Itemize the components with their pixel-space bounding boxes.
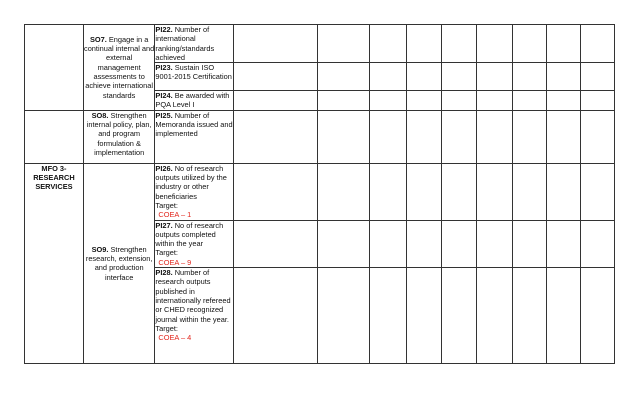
data-cell xyxy=(512,63,546,91)
data-cell xyxy=(234,220,318,267)
so8-code: SO8. xyxy=(91,110,109,120)
data-cell xyxy=(442,220,477,267)
data-cell xyxy=(442,63,477,91)
data-cell xyxy=(581,91,615,111)
pi26-code: PI26. xyxy=(155,163,173,173)
data-cell xyxy=(581,110,615,163)
data-cell xyxy=(512,268,546,364)
data-cell xyxy=(369,63,406,91)
data-cell xyxy=(369,268,406,364)
data-cell xyxy=(546,220,581,267)
performance-indicator-pi26 xyxy=(155,163,234,220)
pi22-code: PI22. xyxy=(155,25,173,34)
data-cell xyxy=(442,110,477,163)
data-cell xyxy=(234,268,318,364)
pi24-code: PI24. xyxy=(155,91,173,101)
pi26-text: No of research outputs utilized by the industry or other beneficiaries xyxy=(155,163,227,201)
performance-indicator-pi23 xyxy=(155,63,234,91)
pi28-target-value: COEA – 4 xyxy=(158,333,192,343)
data-cell xyxy=(442,163,477,220)
performance-indicator-pi22 xyxy=(155,25,234,63)
data-cell xyxy=(406,220,442,267)
so9-text: Strengthen research, extension, and production interface xyxy=(85,244,153,282)
pi27-target-label: Target: xyxy=(155,248,178,258)
data-cell xyxy=(234,63,318,91)
performance-indicator-pi28 xyxy=(155,268,234,364)
so7-code: SO7. xyxy=(89,34,107,44)
data-cell xyxy=(512,220,546,267)
data-cell xyxy=(369,163,406,220)
pi28-code: PI28. xyxy=(155,268,173,278)
data-cell xyxy=(406,110,442,163)
so9-code: SO9. xyxy=(91,244,109,254)
data-cell xyxy=(318,25,370,63)
data-cell xyxy=(581,63,615,91)
data-cell xyxy=(234,91,318,111)
data-cell xyxy=(318,110,370,163)
data-cell xyxy=(442,25,477,63)
data-cell xyxy=(406,91,442,111)
data-cell xyxy=(369,91,406,111)
performance-indicator-table xyxy=(24,24,615,364)
data-cell xyxy=(546,25,581,63)
data-cell xyxy=(369,25,406,63)
pi27-target-value: COEA – 9 xyxy=(158,257,192,267)
performance-indicator-pi24 xyxy=(155,91,234,111)
data-cell xyxy=(234,25,318,63)
data-cell xyxy=(234,163,318,220)
strategic-objective-so9 xyxy=(83,163,155,363)
strategic-objective-so8 xyxy=(83,110,155,163)
data-cell xyxy=(581,25,615,63)
data-cell xyxy=(318,63,370,91)
data-cell xyxy=(546,163,581,220)
pi22-text: Number of international ranking/standards achieved xyxy=(155,25,215,62)
strategic-objective-so7 xyxy=(83,25,155,111)
pi23-code: PI23. xyxy=(155,63,173,73)
table-row xyxy=(25,110,615,163)
data-cell xyxy=(477,268,513,364)
data-cell xyxy=(512,91,546,111)
data-cell xyxy=(406,268,442,364)
so7-text: Engage in a continual internal and external management assessments to achieve international standards xyxy=(84,34,155,100)
data-cell xyxy=(318,163,370,220)
table-row xyxy=(25,163,615,220)
mfo-cell-empty xyxy=(25,25,84,111)
data-cell xyxy=(234,110,318,163)
data-cell xyxy=(512,163,546,220)
data-cell xyxy=(546,91,581,111)
pi26-target-label: Target: xyxy=(155,200,178,210)
mfo-research-services: MFO 3- RESEARCH SERVICES xyxy=(25,163,84,363)
data-cell xyxy=(318,220,370,267)
mfo-cell-empty xyxy=(25,110,84,163)
data-cell xyxy=(581,268,615,364)
data-cell xyxy=(369,220,406,267)
pi24-text: Be awarded with PQA Level I xyxy=(155,91,230,110)
pi23-text: Sustain ISO 9001-2015 Certification xyxy=(155,63,232,82)
pi27-code: PI27. xyxy=(155,220,173,230)
data-cell xyxy=(477,220,513,267)
data-cell xyxy=(546,63,581,91)
data-cell xyxy=(477,25,513,63)
data-cell xyxy=(581,163,615,220)
data-cell xyxy=(477,110,513,163)
data-cell xyxy=(406,163,442,220)
data-cell xyxy=(369,110,406,163)
data-cell xyxy=(477,63,513,91)
performance-indicator-pi25 xyxy=(155,110,234,163)
pi27-text: No of research outputs completed within the year xyxy=(155,220,224,249)
pi28-target-label: Target: xyxy=(155,323,178,333)
data-cell xyxy=(406,25,442,63)
data-cell xyxy=(442,268,477,364)
pi26-target-value: COEA – 1 xyxy=(158,210,192,220)
pi25-code: PI25. xyxy=(155,110,173,120)
data-cell xyxy=(546,268,581,364)
data-cell xyxy=(477,91,513,111)
data-cell xyxy=(406,63,442,91)
performance-indicator-pi27 xyxy=(155,220,234,267)
data-cell xyxy=(546,110,581,163)
data-cell xyxy=(477,163,513,220)
pi25-text: Number of Memoranda issued and implemented xyxy=(155,110,233,139)
data-cell xyxy=(318,91,370,111)
data-cell xyxy=(318,268,370,364)
so8-text: Strengthen internal policy, plan, and program formulation & implementation xyxy=(86,110,152,157)
data-cell xyxy=(512,25,546,63)
pi28-text: Number of research outputs published in internationally refereed or CHED recognized journal within the year. xyxy=(155,268,231,324)
table-row xyxy=(25,25,615,63)
data-cell xyxy=(442,91,477,111)
data-cell xyxy=(512,110,546,163)
data-cell xyxy=(581,220,615,267)
